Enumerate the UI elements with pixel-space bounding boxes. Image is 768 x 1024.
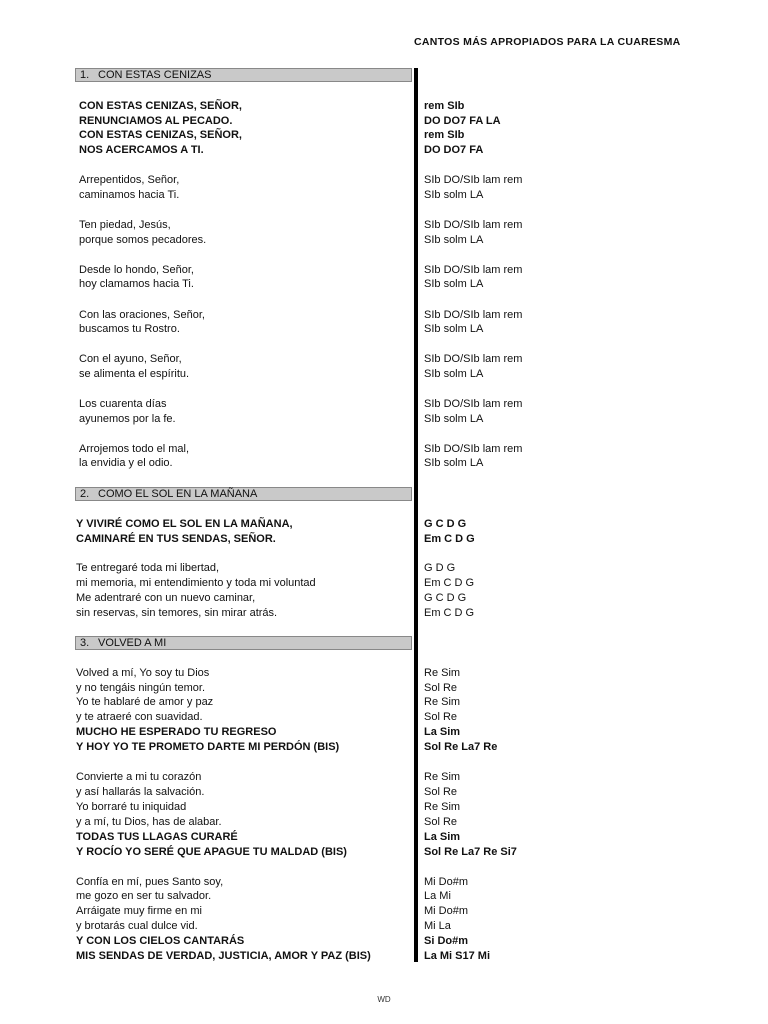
lyric-line: Arrojemos todo el mal, bbox=[79, 443, 190, 455]
lyric-line: Con el ayuno, Señor, bbox=[79, 353, 182, 365]
column-divider bbox=[414, 68, 418, 962]
chord-line: Mi La bbox=[424, 920, 451, 932]
chord-line: La Mi S17 Mi bbox=[424, 950, 491, 962]
lyric-line: Te entregaré toda mi libertad, bbox=[76, 562, 220, 574]
lyric-line: Arráigate muy firme en mi bbox=[76, 905, 202, 917]
lyric-line: y te atraeré con suavidad. bbox=[76, 711, 203, 723]
lyric-line: y así hallarás la salvación. bbox=[76, 786, 205, 798]
lyric-line: TODAS TUS LLAGAS CURARÉ bbox=[76, 831, 238, 843]
chord-line: Sol Re bbox=[424, 786, 458, 798]
chord-line: Si Do#m bbox=[424, 935, 469, 947]
lyric-line: MUCHO HE ESPERADO TU REGRESO bbox=[76, 726, 277, 738]
page-footer: WD bbox=[377, 995, 391, 1004]
chord-line: Em C D G bbox=[424, 607, 475, 619]
chord-line: rem SIb bbox=[424, 100, 465, 112]
chord-line: rem SIb bbox=[424, 129, 465, 141]
lyric-line: Ten piedad, Jesús, bbox=[79, 219, 171, 231]
chord-line: Sol Re La7 Re Si7 bbox=[424, 846, 517, 858]
lyric-line: MIS SENDAS DE VERDAD, JUSTICIA, AMOR Y PAZ (BIS) bbox=[76, 950, 371, 962]
lyric-line: buscamos tu Rostro. bbox=[79, 323, 180, 335]
lyric-line: Convierte a mi tu corazón bbox=[76, 771, 202, 783]
chord-line: SIb solm LA bbox=[424, 189, 484, 201]
chord-line: La Sim bbox=[424, 831, 461, 843]
lyric-line: NOS ACERCAMOS A TI. bbox=[79, 144, 204, 156]
chord-line: SIb DO/SIb lam rem bbox=[424, 264, 523, 276]
lyric-line: y a mí, tu Dios, has de alabar. bbox=[76, 816, 222, 828]
section-2-heading: 2. COMO EL SOL EN LA MAÑANA bbox=[75, 487, 412, 501]
lyric-line: y no tengáis ningún temor. bbox=[76, 682, 206, 694]
lyric-line: Y HOY YO TE PROMETO DARTE MI PERDÓN (BIS) bbox=[76, 741, 340, 753]
chord-line: Re Sim bbox=[424, 667, 461, 679]
chord-line: G C D G bbox=[424, 592, 467, 604]
lyric-line: Desde lo hondo, Señor, bbox=[79, 264, 194, 276]
lyric-line: CON ESTAS CENIZAS, SEÑOR, bbox=[79, 129, 242, 141]
lyric-line: la envidia y el odio. bbox=[79, 457, 173, 469]
chord-line: La Sim bbox=[424, 726, 461, 738]
lyric-line: me gozo en ser tu salvador. bbox=[76, 890, 212, 902]
lyric-line: RENUNCIAMOS AL PECADO. bbox=[79, 115, 233, 127]
chord-line: SIb DO/SIb lam rem bbox=[424, 174, 523, 186]
chord-line: Re Sim bbox=[424, 696, 461, 708]
chord-line: Mi Do#m bbox=[424, 905, 469, 917]
chord-line: Sol Re bbox=[424, 711, 458, 723]
lyric-line: porque somos pecadores. bbox=[79, 234, 207, 246]
chord-line: Em C D G bbox=[424, 533, 475, 545]
chord-line: Sol Re La7 Re bbox=[424, 741, 498, 753]
lyric-line: CON ESTAS CENIZAS, SEÑOR, bbox=[79, 100, 242, 112]
lyric-line: Confía en mí, pues Santo soy, bbox=[76, 876, 224, 888]
section-3-heading: 3. VOLVED A MI bbox=[75, 636, 412, 650]
lyric-line: Con las oraciones, Señor, bbox=[79, 309, 205, 321]
lyric-line: Yo borraré tu iniquidad bbox=[76, 801, 187, 813]
lyric-line: Yo te hablaré de amor y paz bbox=[76, 696, 214, 708]
lyric-line: CAMINARÉ EN TUS SENDAS, SEÑOR. bbox=[76, 533, 276, 545]
lyric-line: sin reservas, sin temores, sin mirar atrás. bbox=[76, 607, 278, 619]
lyric-line: ayunemos por la fe. bbox=[79, 413, 176, 425]
chord-line: Em C D G bbox=[424, 577, 475, 589]
chord-line: SIb solm LA bbox=[424, 457, 484, 469]
lyric-line: y brotarás cual dulce vid. bbox=[76, 920, 198, 932]
lyric-line: Y VIVIRÉ COMO EL SOL EN LA MAÑANA, bbox=[76, 518, 293, 530]
lyric-line: hoy clamamos hacia Ti. bbox=[79, 278, 194, 290]
chord-line: SIb DO/SIb lam rem bbox=[424, 309, 523, 321]
chord-line: Re Sim bbox=[424, 801, 461, 813]
lyric-line: Y CON LOS CIELOS CANTARÁS bbox=[76, 935, 245, 947]
lyric-line: se alimenta el espíritu. bbox=[79, 368, 190, 380]
section-1-heading: 1. CON ESTAS CENIZAS bbox=[75, 68, 412, 82]
chord-line: DO DO7 FA LA bbox=[424, 115, 501, 127]
chord-line: DO DO7 FA bbox=[424, 144, 484, 156]
chord-line: SIb solm LA bbox=[424, 278, 484, 290]
lyric-line: Y ROCÍO YO SERÉ QUE APAGUE TU MALDAD (BIS) bbox=[76, 846, 347, 858]
chord-line: Re Sim bbox=[424, 771, 461, 783]
chord-line: Mi Do#m bbox=[424, 876, 469, 888]
chord-line: SIb solm LA bbox=[424, 368, 484, 380]
lyric-line: mi memoria, mi entendimiento y toda mi voluntad bbox=[76, 577, 316, 589]
lyric-line: Arrepentidos, Señor, bbox=[79, 174, 180, 186]
lyric-line: Los cuarenta días bbox=[79, 398, 167, 410]
chord-line: SIb solm LA bbox=[424, 323, 484, 335]
chord-line: SIb solm LA bbox=[424, 413, 484, 425]
chord-line: La Mi bbox=[424, 890, 451, 902]
page-header: CANTOS MÁS APROPIADOS PARA LA CUARESMA bbox=[414, 36, 681, 48]
lyric-line: caminamos hacia Ti. bbox=[79, 189, 180, 201]
lyric-line: Volved a mí, Yo soy tu Dios bbox=[76, 667, 210, 679]
chord-line: SIb DO/SIb lam rem bbox=[424, 443, 523, 455]
chord-line: Sol Re bbox=[424, 682, 458, 694]
chord-line: G C D G bbox=[424, 518, 467, 530]
lyric-line: Me adentraré con un nuevo caminar, bbox=[76, 592, 256, 604]
chord-line: SIb DO/SIb lam rem bbox=[424, 219, 523, 231]
chord-line: SIb DO/SIb lam rem bbox=[424, 353, 523, 365]
chord-line: SIb solm LA bbox=[424, 234, 484, 246]
chord-line: G D G bbox=[424, 562, 456, 574]
chord-line: Sol Re bbox=[424, 816, 458, 828]
chord-line: SIb DO/SIb lam rem bbox=[424, 398, 523, 410]
